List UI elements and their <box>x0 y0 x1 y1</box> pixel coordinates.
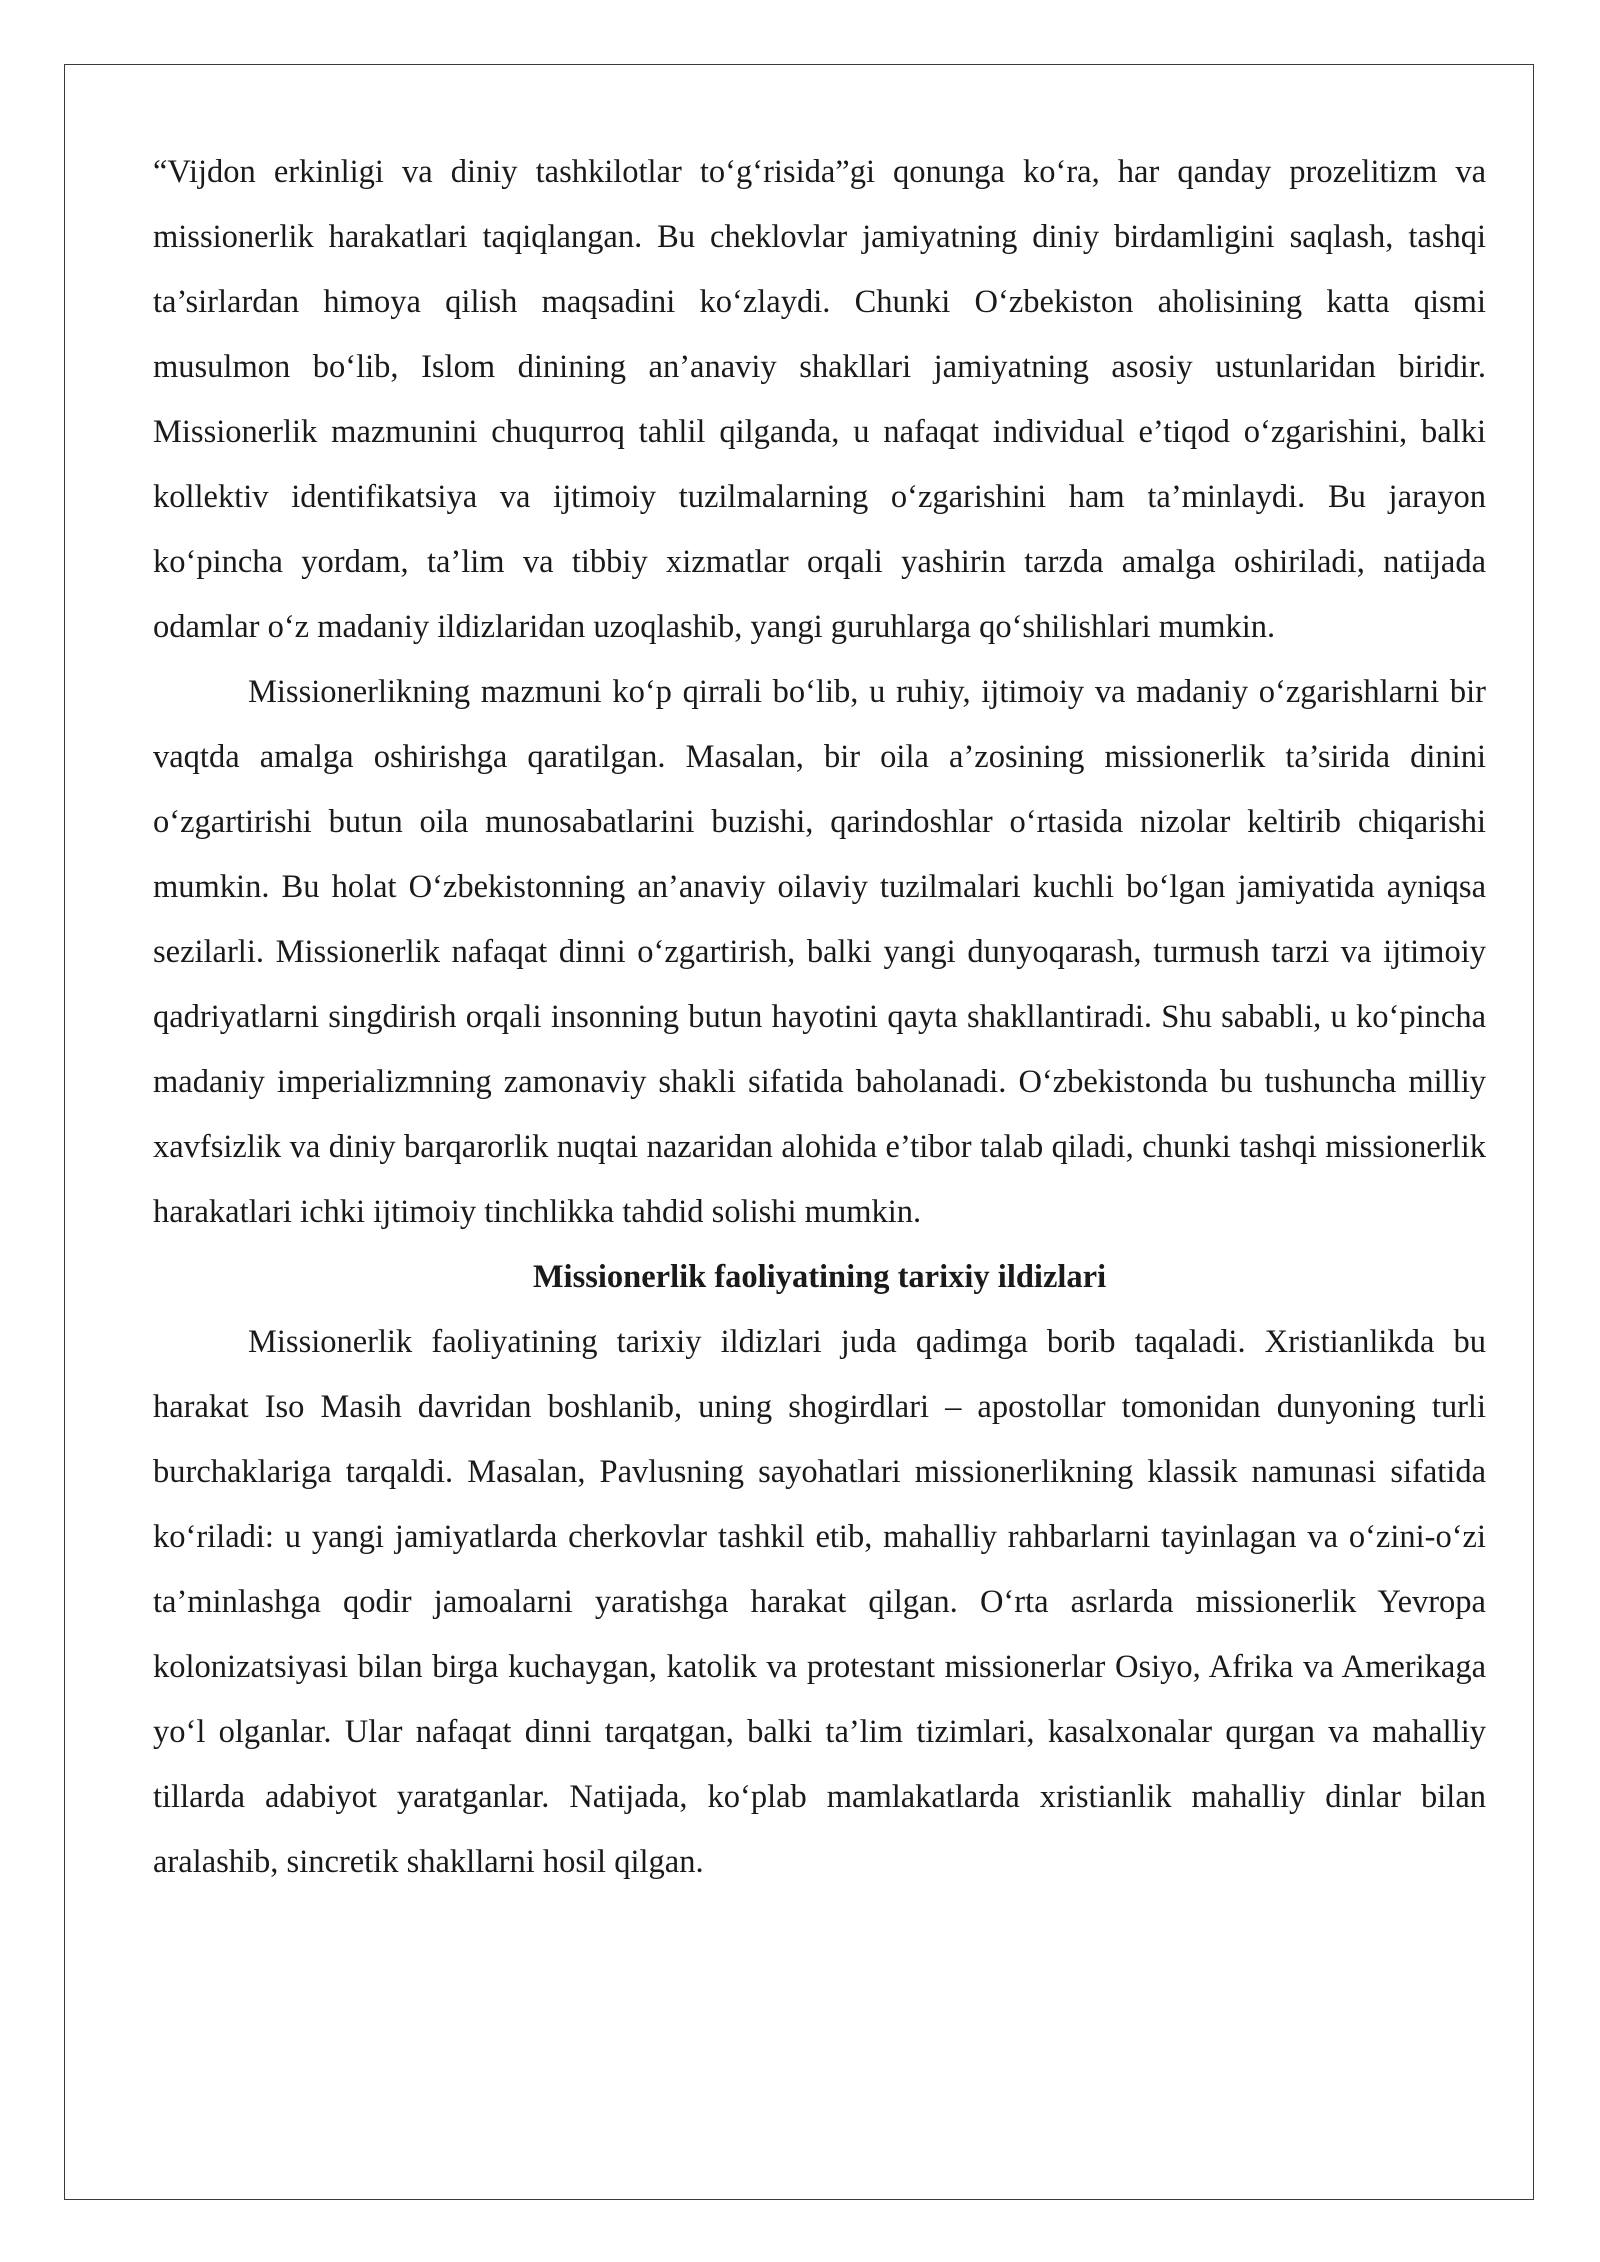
section-heading: Missionerlik faoliyatining tarixiy ildizlari <box>532 1259 1107 1295</box>
paragraph-law-restrictions: “Vijdon erkinligi va diniy tashkilotlar to‘g‘risida”gi qonunga ko‘ra, har qanday prozelitizm va missionerlik harakatlari taqiqlangan. Bu cheklovlar jamiyatning diniy birdamligini saqlash, tashqi ta’sirlardan himoya qilish maqsadini ko‘zlaydi. Chunki O‘zbekiston aholisining katta qismi musulmon bo‘lib, Islom dinining an’anaviy shakllari jamiyatning asosiy ustunlaridan biridir. Missionerlik mazmunini chuqurroq tahlil qilganda, u nafaqat individual e’tiqod o‘zgarishini, balki kollektiv identifikatsiya va ijtimoiy tuzilmalarning o‘zgarishini ham ta’minlaydi. Bu jarayon ko‘pincha yordam, ta’lim va tibbiy xizmatlar orqali yashirin tarzda amalga oshiriladi, natijada odamlar o‘z madaniy ildizlaridan uzoqlashib, yangi guruhlarga qo‘shilishlari mumkin. <box>153 154 1486 645</box>
paragraph-historical-roots: Missionerlik faoliyatining tarixiy ildizlari juda qadimga borib taqaladi. Xristianlikda bu harakat Iso Masih davridan boshlanib, uning shogirdlari – apostollar tomonidan dunyoning turli burchaklariga tarqaldi. Masalan, Pavlusning sayohatlari missionerlikning klassik namunasi sifatida ko‘riladi: u yangi jamiyatlarda cherkovlar tashkil etib, mahalliy rahbarlarni tayinlagan va o‘zini-o‘zi ta’minlashga qodir jamoalarni yaratishga harakat qilgan. O‘rta asrlarda missionerlik Yevropa kolonizatsiyasi bilan birga kuchaygan, katolik va protestant missionerlar Osiyo, Afrika va Amerikaga yo‘l olganlar. Ular nafaqat dinni tarqatgan, balki ta’lim tizimlari, kasalxonalar qurgan va mahalliy tillarda adabiyot yaratganlar. Natijada, ko‘plab mamlakatlarda xristianlik mahalliy dinlar bilan aralashib, sincretik shakllarni hosil qilgan. <box>153 1324 1486 1880</box>
document-body <box>153 140 1486 1895</box>
paragraph-missionary-content: Missionerlikning mazmuni ko‘p qirrali bo‘lib, u ruhiy, ijtimoiy va madaniy o‘zgarishlarni bir vaqtda amalga oshirishga qaratilgan. Masalan, bir oila a’zosining missionerlik ta’sirida dinini o‘zgartirishi butun oila munosabatlarini buzishi, qarindoshlar o‘rtasida nizolar keltirib chiqarishi mumkin. Bu holat O‘zbekistonning an’anaviy oilaviy tuzilmalari kuchli bo‘lgan jamiyatida ayniqsa sezilarli. Missionerlik nafaqat dinni o‘zgartirish, balki yangi dunyoqarash, turmush tarzi va ijtimoiy qadriyatlarni singdirish orqali insonning butun hayotini qayta shakllantiradi. Shu sababli, u ko‘pincha madaniy imperializmning zamonaviy shakli sifatida baholanadi. O‘zbekistonda bu tushuncha milliy xavfsizlik va diniy barqarorlik nuqtai nazaridan alohida e’tibor talab qiladi, chunki tashqi missionerlik harakatlari ichki ijtimoiy tinchlikka tahdid solishi mumkin. <box>153 674 1486 1230</box>
